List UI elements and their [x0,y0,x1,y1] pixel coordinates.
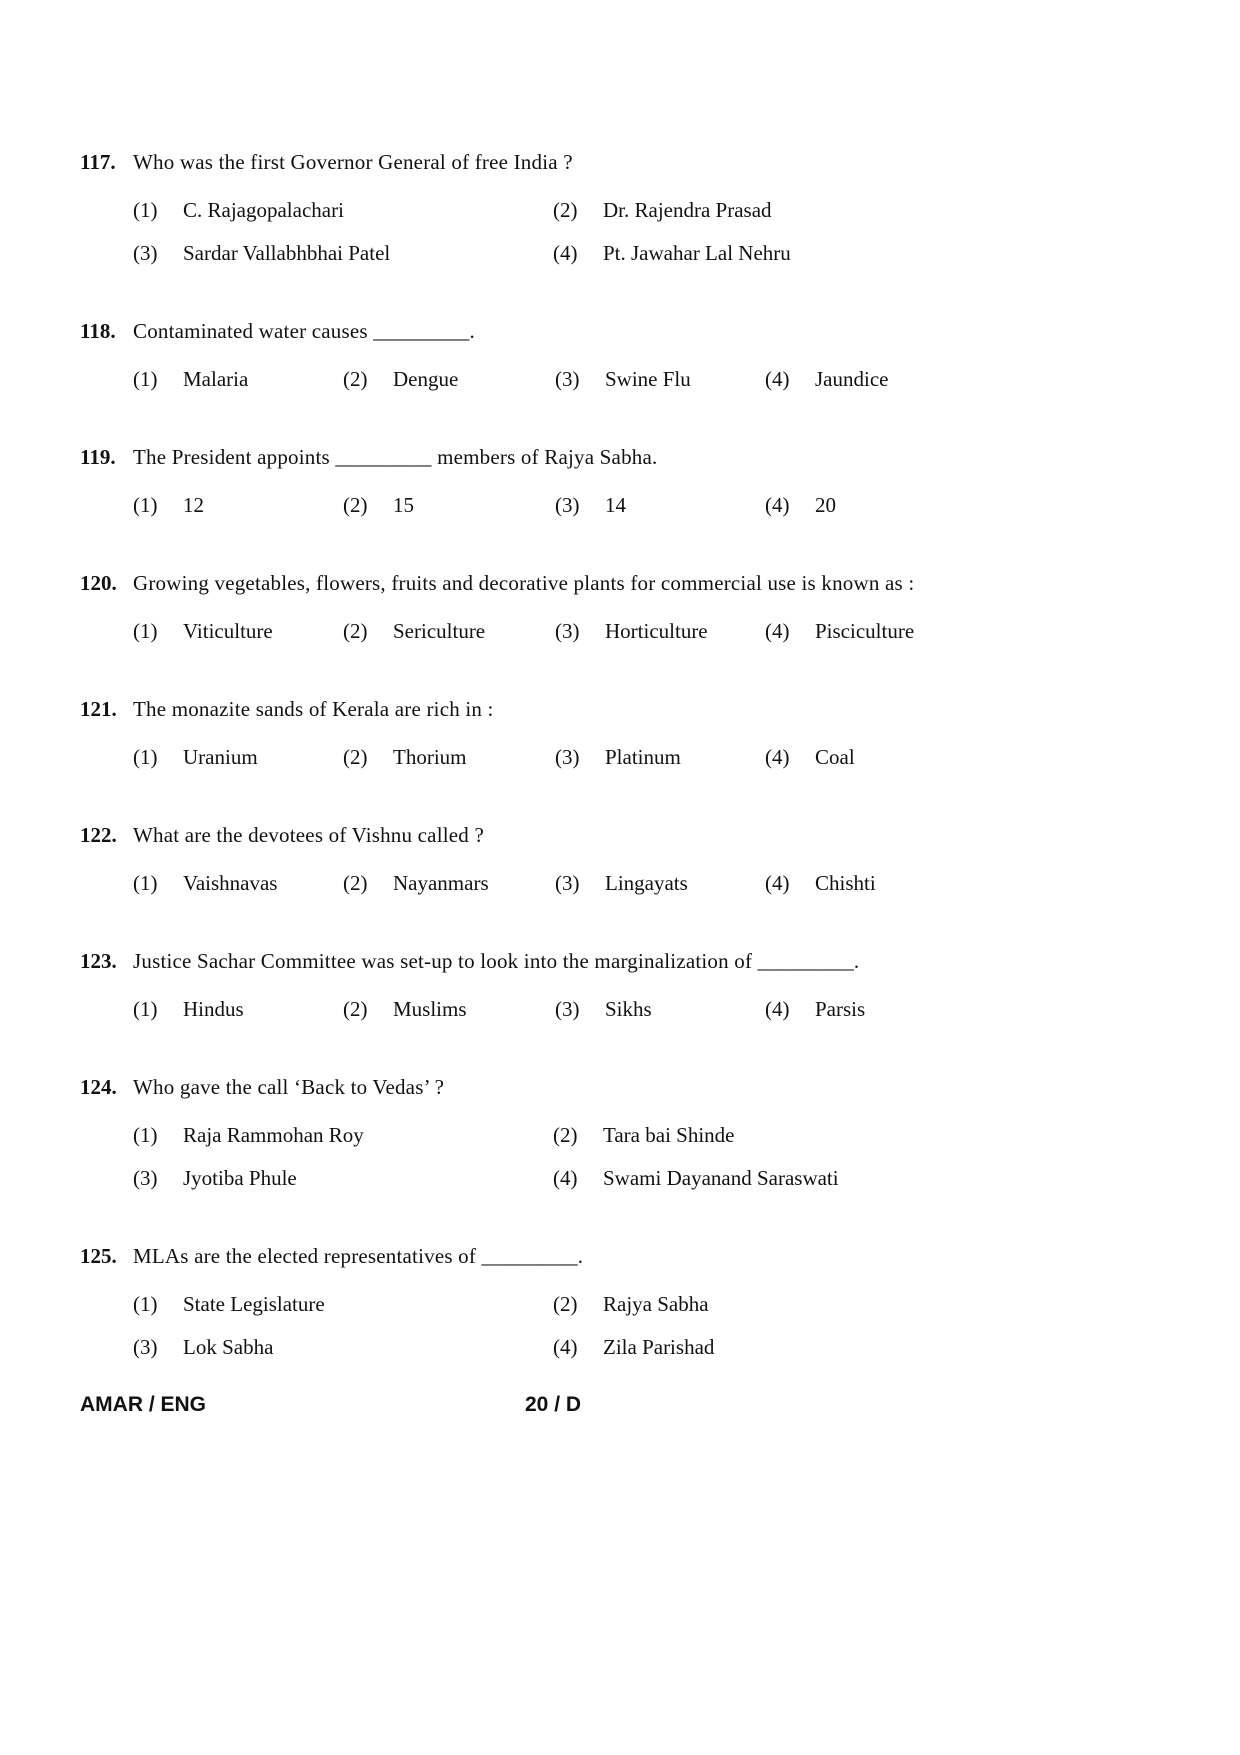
options-row [133,365,1180,393]
option-label: (4) [765,997,790,1021]
question-line [80,821,1180,849]
option-3 [555,491,765,519]
option-4 [553,239,1180,267]
option-text: Lok Sabha [183,1335,274,1359]
question-124 [80,1073,1180,1192]
question-number: 123. [80,949,117,973]
question-number: 122. [80,823,117,847]
option-label: (2) [553,198,578,222]
options-row [133,869,1180,897]
option-1 [133,1290,553,1318]
question-text: Justice Sachar Committee was set-up to look into the marginalization of _________. [133,949,860,973]
question-text: The monazite sands of Kerala are rich in : [133,697,494,721]
option-text: Rajya Sabha [603,1292,709,1316]
option-text: Vaishnavas [183,871,278,895]
option-label: (1) [133,1123,158,1147]
option-4 [765,365,1180,393]
option-4 [765,995,1180,1023]
option-3 [133,239,553,267]
option-text: Coal [815,745,855,769]
option-text: Sardar Vallabhbhai Patel [183,241,391,265]
option-label: (1) [133,367,158,391]
option-1 [133,869,343,897]
option-1 [133,995,343,1023]
option-text: Thorium [393,745,467,769]
option-4 [765,617,1180,645]
options-row [133,491,1180,519]
option-label: (3) [555,619,580,643]
option-label: (3) [555,367,580,391]
options-row [133,1290,1180,1361]
option-text: Jaundice [815,367,889,391]
option-3 [133,1333,553,1361]
option-4 [553,1164,1180,1192]
question-119 [80,443,1180,519]
option-3 [555,995,765,1023]
option-label: (2) [343,367,368,391]
option-label: (2) [553,1123,578,1147]
option-2 [343,995,555,1023]
question-text: Contaminated water causes _________. [133,319,475,343]
option-3 [555,869,765,897]
question-text: Growing vegetables, flowers, fruits and decorative plants for commercial use is known as : [133,571,915,595]
option-text: 20 [815,493,836,517]
option-label: (3) [555,493,580,517]
option-label: (1) [133,997,158,1021]
question-line [80,695,1180,723]
option-text: Zila Parishad [603,1335,715,1359]
question-number: 120. [80,571,117,595]
option-2 [343,869,555,897]
option-label: (4) [765,619,790,643]
options-row [133,1121,1180,1192]
option-label: (2) [343,871,368,895]
option-text: 12 [183,493,204,517]
option-label: (1) [133,1292,158,1316]
option-4 [765,743,1180,771]
question-line [80,148,1180,176]
question-line [80,1242,1180,1270]
option-text: Lingayats [605,871,688,895]
question-122 [80,821,1180,897]
option-text: Swine Flu [605,367,691,391]
question-text: MLAs are the elected representatives of _________. [133,1244,584,1268]
option-2 [553,1121,1180,1149]
option-label: (3) [555,745,580,769]
option-text: State Legislature [183,1292,325,1316]
option-label: (4) [553,1335,578,1359]
option-2 [343,617,555,645]
page-footer [80,1393,1180,1417]
options-row [133,743,1180,771]
option-4 [553,1333,1180,1361]
question-125 [80,1242,1180,1361]
footer-page-number: 20 / D [525,1393,582,1416]
option-3 [555,743,765,771]
question-118 [80,317,1180,393]
question-number: 118. [80,319,116,343]
question-number: 117. [80,150,116,174]
option-text: Hindus [183,997,244,1021]
question-117 [80,148,1180,267]
option-2 [343,743,555,771]
option-3 [555,365,765,393]
option-label: (2) [343,745,368,769]
option-1 [133,491,343,519]
option-1 [133,617,343,645]
option-2 [343,365,555,393]
option-text: Dengue [393,367,459,391]
question-line [80,947,1180,975]
option-text: Dr. Rajendra Prasad [603,198,772,222]
option-2 [553,1290,1180,1318]
option-label: (3) [133,1335,158,1359]
option-text: Sikhs [605,997,652,1021]
question-line [80,1073,1180,1101]
option-label: (4) [765,367,790,391]
option-text: Parsis [815,997,866,1021]
option-1 [133,1121,553,1149]
option-label: (1) [133,871,158,895]
exam-page [80,148,1180,1411]
option-text: 15 [393,493,414,517]
option-text: Horticulture [605,619,708,643]
options-row [133,617,1180,645]
option-label: (4) [553,1166,578,1190]
option-text: 14 [605,493,626,517]
option-label: (3) [555,997,580,1021]
question-number: 125. [80,1244,117,1268]
option-text: Chishti [815,871,876,895]
option-4 [765,491,1180,519]
option-1 [133,743,343,771]
option-1 [133,196,553,224]
question-number: 119. [80,445,116,469]
option-text: Viticulture [183,619,273,643]
question-text: Who was the first Governor General of free India ? [133,150,573,174]
question-123 [80,947,1180,1023]
option-label: (4) [765,871,790,895]
option-label: (3) [133,1166,158,1190]
option-label: (4) [553,241,578,265]
option-label: (2) [343,493,368,517]
option-text: Nayanmars [393,871,489,895]
question-text: Who gave the call ‘Back to Vedas’ ? [133,1075,445,1099]
option-label: (1) [133,198,158,222]
option-2 [343,491,555,519]
option-1 [133,365,343,393]
option-4 [765,869,1180,897]
question-text: The President appoints _________ members of Rajya Sabha. [133,445,658,469]
option-label: (2) [343,997,368,1021]
option-text: Pt. Jawahar Lal Nehru [603,241,791,265]
option-text: Swami Dayanand Saraswati [603,1166,839,1190]
option-label: (4) [765,493,790,517]
question-120 [80,569,1180,645]
option-label: (2) [553,1292,578,1316]
option-3 [555,617,765,645]
option-text: C. Rajagopalachari [183,198,344,222]
option-text: Tara bai Shinde [603,1123,735,1147]
option-label: (4) [765,745,790,769]
option-text: Uranium [183,745,258,769]
option-label: (1) [133,619,158,643]
option-label: (2) [343,619,368,643]
question-number: 124. [80,1075,117,1099]
option-text: Raja Rammohan Roy [183,1123,364,1147]
option-text: Sericulture [393,619,486,643]
option-text: Malaria [183,367,249,391]
option-2 [553,196,1180,224]
option-label: (3) [133,241,158,265]
option-3 [133,1164,553,1192]
question-line [80,569,1180,597]
option-label: (3) [555,871,580,895]
question-number: 121. [80,697,117,721]
option-text: Muslims [393,997,467,1021]
option-label: (1) [133,745,158,769]
option-text: Jyotiba Phule [183,1166,297,1190]
options-row [133,196,1180,267]
question-text: What are the devotees of Vishnu called ? [133,823,484,847]
options-row [133,995,1180,1023]
footer-booklet-code: AMAR / ENG [80,1393,206,1416]
question-line [80,443,1180,471]
question-line [80,317,1180,345]
option-text: Pisciculture [815,619,915,643]
question-121 [80,695,1180,771]
option-text: Platinum [605,745,681,769]
option-label: (1) [133,493,158,517]
